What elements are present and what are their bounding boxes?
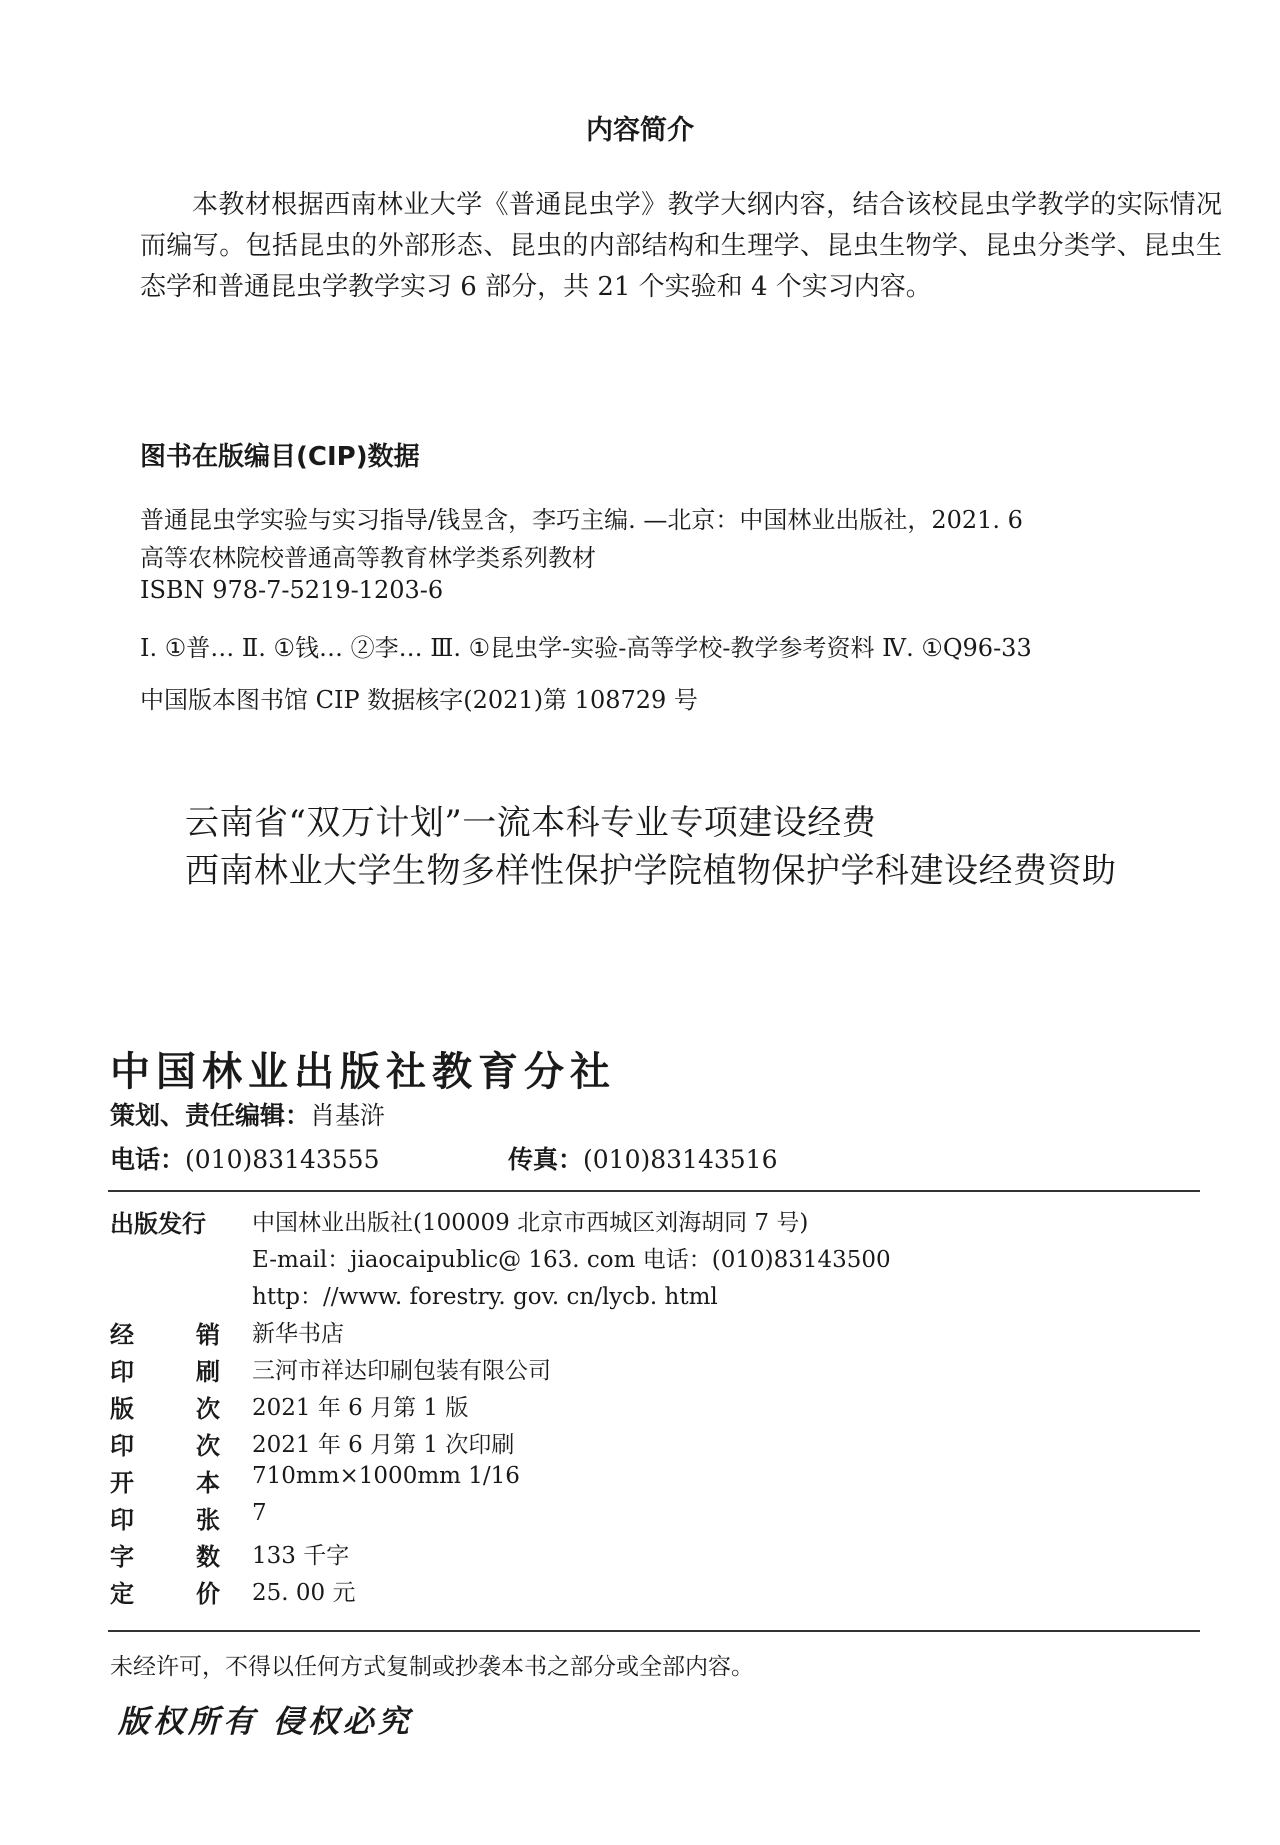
imprint-row-value: 新华书店 [252,1321,344,1347]
imprint-email-line: E-mail：jiaocaipublic@ 163. com 电话：(010)83143500 [252,1247,891,1273]
imprint-row-label: 印 刷 [110,1358,220,1386]
imprint-row-value: 2021 年 6 月第 1 版 [252,1395,469,1421]
publisher-name: 中国林业出版社教育分社 [110,1048,616,1095]
summary-title: 内容简介 [586,115,694,146]
cip-isbn: ISBN 978-7-5219-1203-6 [140,576,444,604]
fax-line [508,1140,778,1176]
imprint-publish-label: 出版发行 [110,1210,206,1238]
imprint-row-value: 25. 00 元 [252,1580,356,1606]
imprint-row-value: 710mm×1000mm 1/16 [252,1463,520,1489]
summary-body [140,185,1222,308]
rights-reserved: 版权所有 侵权必究 [118,1704,413,1740]
divider-bottom [108,1630,1200,1632]
imprint-row-label: 定 价 [110,1580,220,1608]
cip-number: 中国版本图书馆 CIP 数据核字(2021)第 108729 号 [140,686,698,714]
funding-line-2: 西南林业大学生物多样性保护学院植物保护学科建设经费资助 [185,851,1117,891]
summary-paragraph: 本教材根据西南林业大学《普通昆虫学》教学大纲内容，结合该校昆虫学教学的实际情况而编写。包括昆虫的外部形态、昆虫的内部结构和生理学、昆虫生物学、昆虫分类学、昆虫生态学和普通昆虫学教学实习 6 部分，共 21 个实验和 4 个实习内容。 [140,190,1222,302]
imprint-row-label: 经 销 [110,1321,220,1349]
imprint-row-label: 印 次 [110,1432,220,1460]
phone-number: (010)83143555 [185,1145,380,1174]
editor-label: 策划、责任编辑： [110,1101,311,1130]
imprint-row-value: 三河市祥达印刷包装有限公司 [252,1358,551,1384]
cip-title-line: 普通昆虫学实验与实习指导/钱昱含，李巧主编. —北京：中国林业出版社，2021. 6 [140,506,1023,534]
phone-label: 电话： [110,1145,186,1174]
cip-series-line: 高等农林院校普通高等教育林学类系列教材 [140,544,596,572]
editor-name: 肖基浒 [310,1101,386,1130]
imprint-row-label: 开 本 [110,1469,220,1497]
imprint-row-value: 133 千字 [252,1543,350,1569]
imprint-row-value: 2021 年 6 月第 1 次印刷 [252,1432,515,1458]
copy-notice: 未经许可，不得以任何方式复制或抄袭本书之部分或全部内容。 [110,1654,754,1680]
cip-heading: 图书在版编目(CIP)数据 [140,442,420,472]
imprint-url-line: http：//www. forestry. gov. cn/lycb. html [252,1284,718,1310]
imprint-row-label: 版 次 [110,1395,220,1423]
funding-line-1: 云南省“双万计划”一流本科专业专项建设经费 [185,803,877,843]
imprint-publish-value: 中国林业出版社(100009 北京市西城区刘海胡同 7 号) [252,1210,809,1236]
editor-line [110,1096,385,1132]
phone-line [110,1140,380,1176]
fax-number: (010)83143516 [583,1145,778,1174]
imprint-row-value: 7 [252,1500,267,1526]
imprint-row-label: 印 张 [110,1506,220,1534]
imprint-row-label: 字 数 [110,1543,220,1571]
fax-label: 传真： [508,1145,584,1174]
divider-top [108,1190,1200,1192]
cip-classification: Ⅰ. ①普… Ⅱ. ①钱… ②李… Ⅲ. ①昆虫学-实验-高等学校-教学参考资料 Ⅳ. ①Q96-33 [140,634,1032,662]
